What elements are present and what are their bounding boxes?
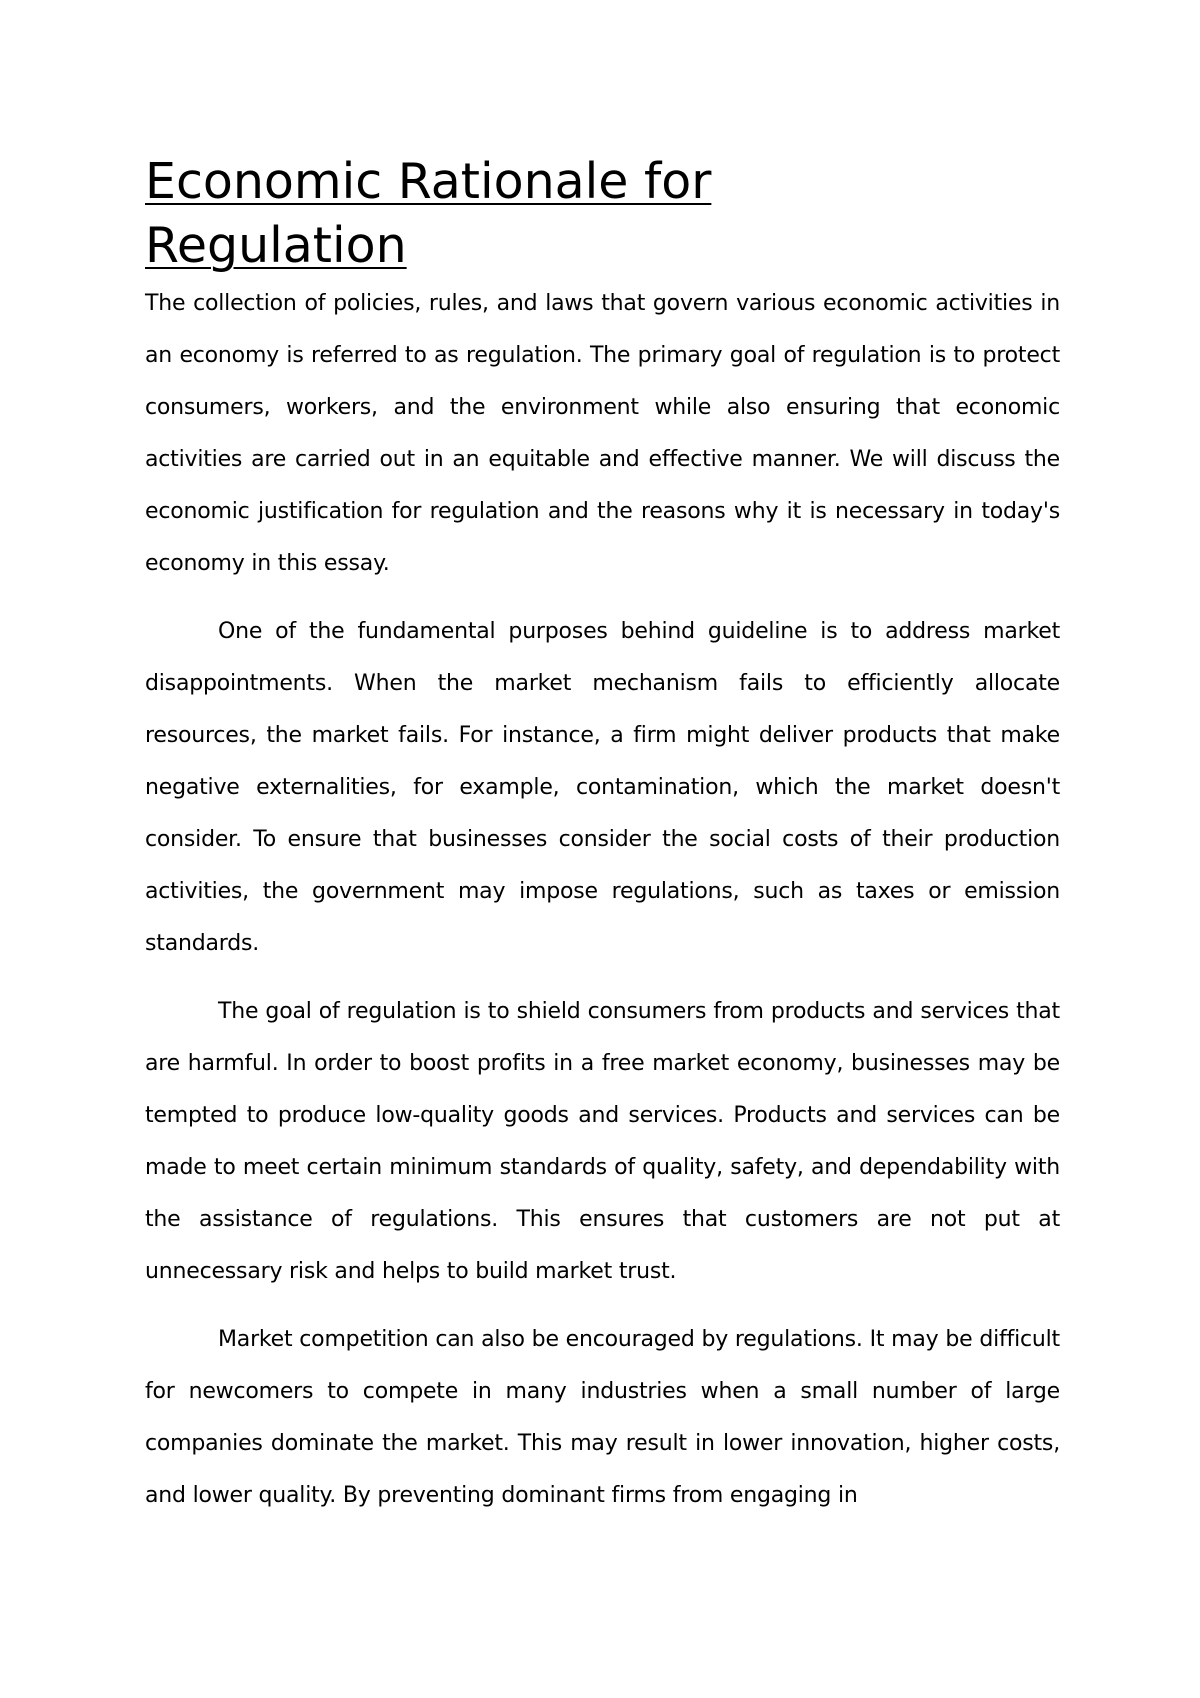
paragraph-intro: The collection of policies, rules, and laws that govern various economic activities in an economy is referred to as regulation. The primary goal of regulation is to protect consumers, workers, and the environment while also ensuring that economic activities are carried out in an equitable and effective manner. We will discuss the economic justification for regulation and the reasons why it is necessary in today's economy in this essay. xyxy=(145,291,1060,576)
document-body xyxy=(145,150,1060,1522)
paragraph-competition: Market competition can also be encouraged by regulations. It may be difficult for newcomers to compete in many industries when a small number of large companies dominate the market. This may result in lower innovation, higher costs, and lower quality. By preventing dominant firms from engaging in xyxy=(145,1327,1060,1508)
paragraph-market-failures: One of the fundamental purposes behind guideline is to address market disappointments. When the market mechanism fails to efficiently allocate resources, the market fails. For instance, a firm might deliver products that make negative externalities, for example, contamination, which the market doesn't consider. To ensure that businesses consider the social costs of their production activities, the government may impose regulations, such as taxes or emission standards. xyxy=(145,619,1060,956)
paragraph-consumer-protection: The goal of regulation is to shield consumers from products and services that are harmful. In order to boost profits in a free market economy, businesses may be tempted to produce low-quality goods and services. Products and services can be made to meet certain minimum standards of quality, safety, and dependability with the assistance of regulations. This ensures that customers are not put at unnecessary risk and helps to build market trust. xyxy=(145,999,1060,1284)
document-title: Economic Rationale for Regulation xyxy=(145,153,712,274)
